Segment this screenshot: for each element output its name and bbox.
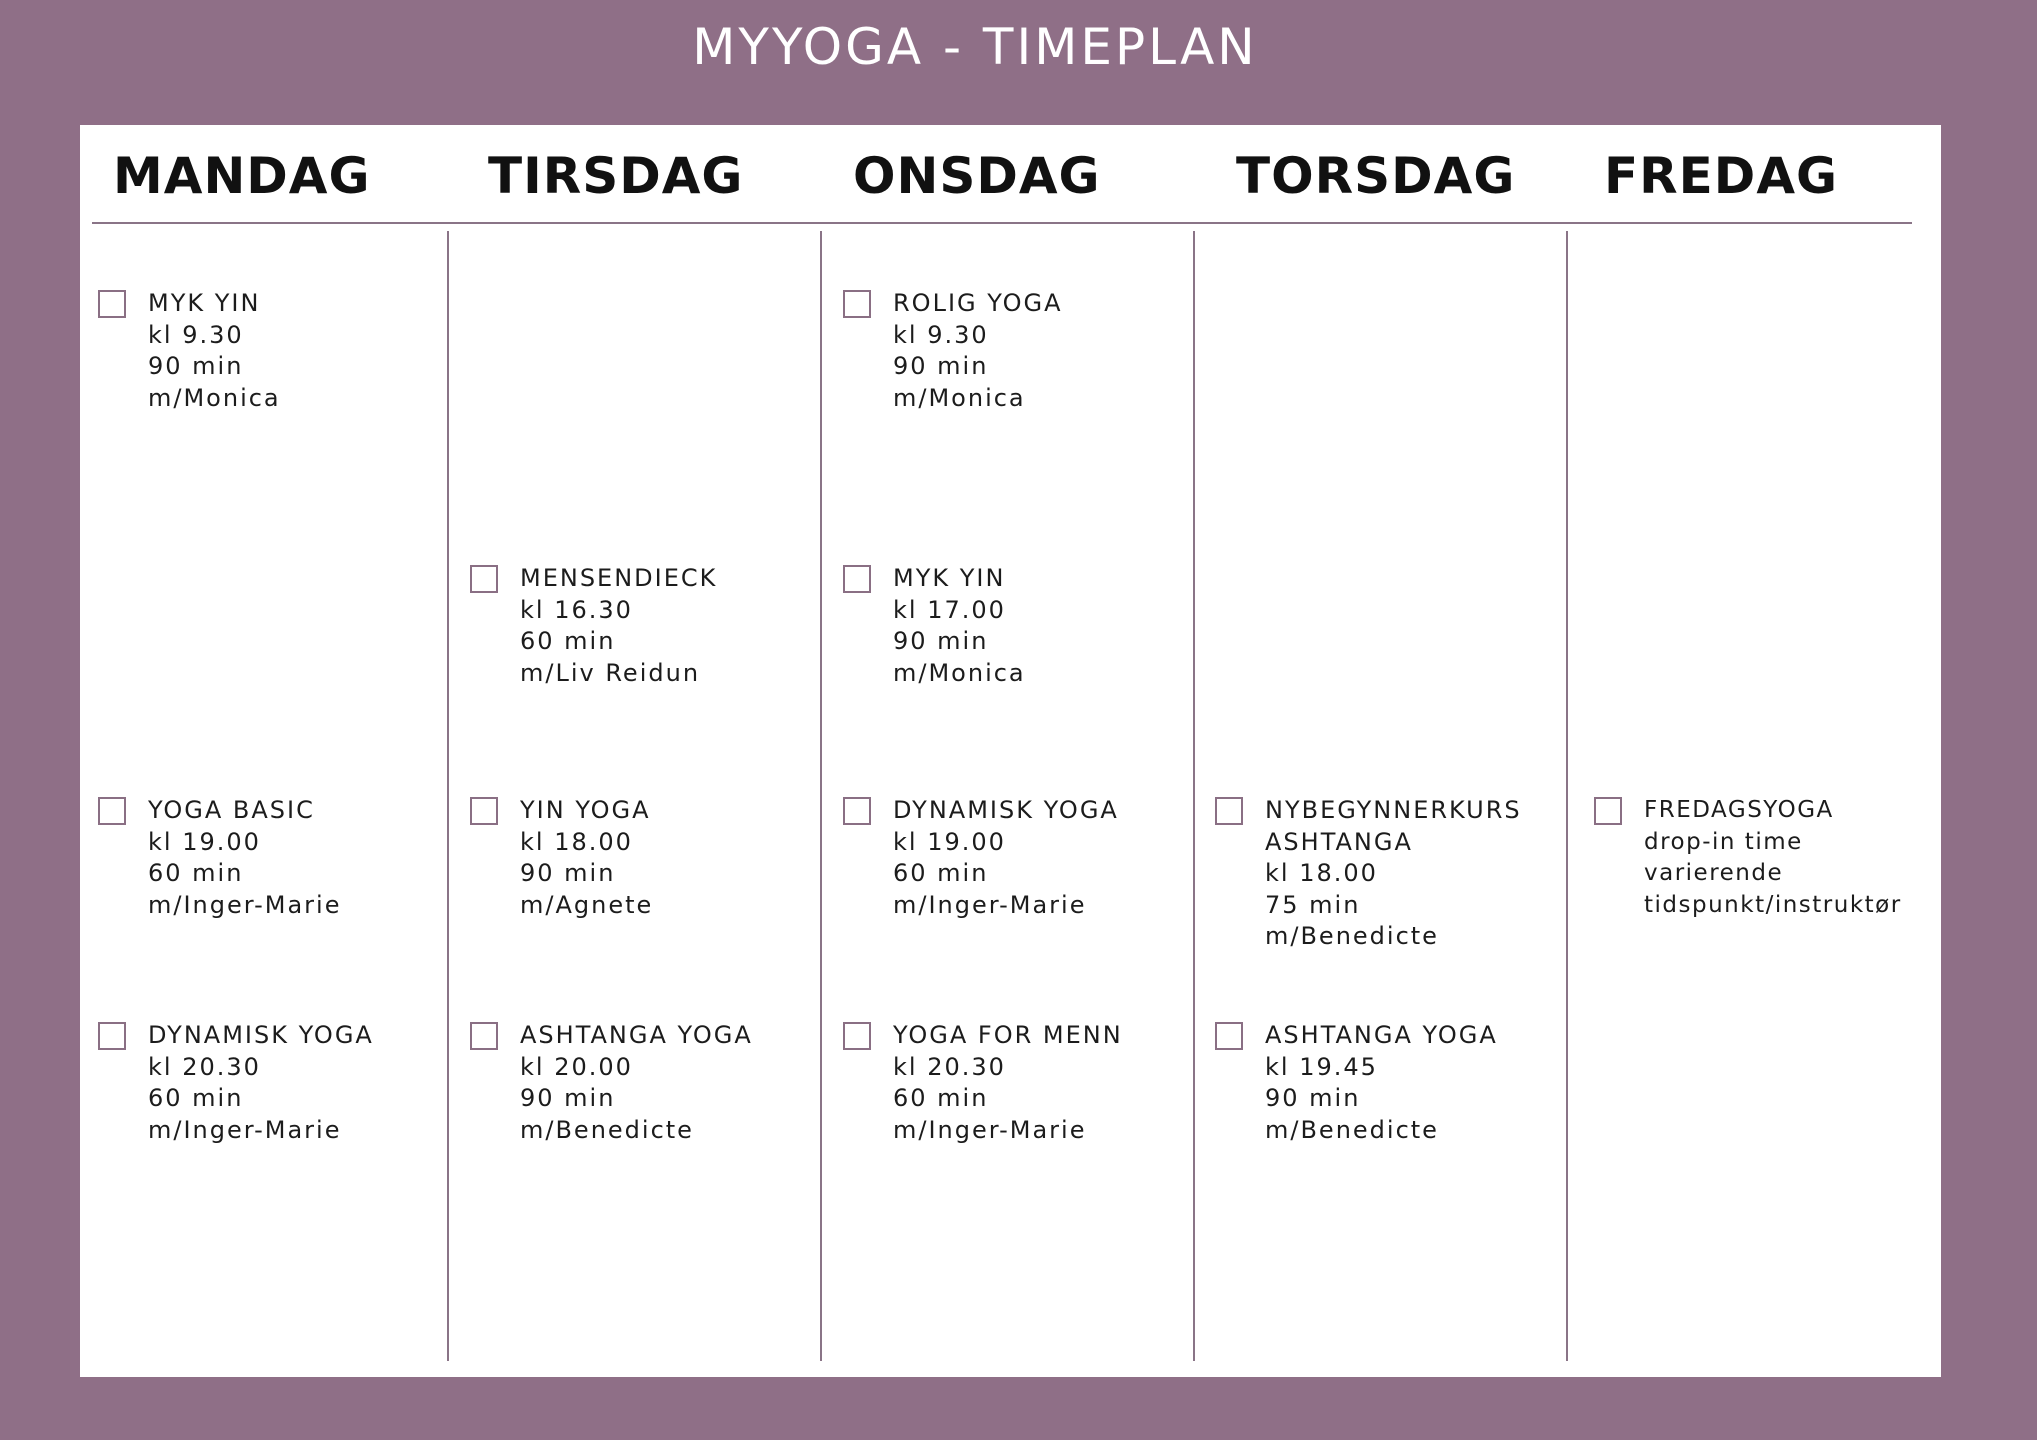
session-checkbox[interactable]	[843, 565, 871, 593]
session-instructor: m/Agnete	[520, 890, 654, 919]
header-divider	[92, 222, 1912, 224]
session-instructor: m/Monica	[893, 658, 1026, 687]
day-heading-torsdag: TORSDAG	[1236, 147, 1516, 205]
session-time: kl 19.00	[148, 827, 261, 856]
session-checkbox[interactable]	[1594, 797, 1622, 825]
session-details	[1644, 795, 1902, 921]
session-details	[893, 288, 1063, 414]
session-instructor: m/Inger-Marie	[893, 890, 1087, 919]
session-note: tidspunkt/instruktør	[1644, 891, 1902, 918]
column-divider	[820, 231, 822, 1361]
session-checkbox[interactable]	[98, 797, 126, 825]
session-checkbox[interactable]	[1215, 1022, 1243, 1050]
session-duration: 90 min	[148, 352, 244, 380]
session-details	[148, 288, 281, 414]
session-duration: 60 min	[520, 627, 616, 655]
session-time: kl 17.00	[893, 595, 1006, 624]
session-title: DYNAMISK YOGA	[148, 1021, 374, 1049]
session-checkbox[interactable]	[98, 290, 126, 318]
session-instructor: m/Monica	[893, 383, 1026, 412]
session-details	[893, 1020, 1123, 1146]
column-divider	[1566, 231, 1568, 1361]
session-time: kl 18.00	[520, 827, 633, 856]
session-checkbox[interactable]	[98, 1022, 126, 1050]
day-heading-tirsdag: TIRSDAG	[488, 147, 744, 205]
session-checkbox[interactable]	[470, 565, 498, 593]
session-time: kl 18.00	[1265, 859, 1378, 887]
session-checkbox[interactable]	[843, 1022, 871, 1050]
session-duration: 90 min	[1265, 1084, 1361, 1112]
session-details	[520, 563, 717, 689]
session-duration: 60 min	[148, 1084, 244, 1112]
session-type: drop-in time	[1644, 828, 1803, 855]
session-title: DYNAMISK YOGA	[893, 796, 1119, 824]
session-title: MYK YIN	[148, 289, 261, 317]
session-title: YOGA BASIC	[148, 796, 315, 824]
session-title: ROLIG YOGA	[893, 289, 1063, 317]
session-details	[1265, 1020, 1498, 1146]
session-duration: 75 min	[1265, 890, 1361, 919]
column-divider	[1193, 231, 1195, 1361]
session-note: varierende	[1644, 860, 1784, 886]
session-subtitle: ASHTANGA	[1265, 827, 1413, 856]
session-time: kl 20.00	[520, 1052, 633, 1081]
session-title: ASHTANGA YOGA	[1265, 1021, 1498, 1049]
session-duration: 90 min	[893, 627, 989, 655]
session-time: kl 19.00	[893, 827, 1006, 856]
session-details	[520, 1020, 753, 1146]
column-divider	[447, 231, 449, 1361]
session-duration: 90 min	[520, 859, 616, 887]
session-time: kl 19.45	[1265, 1052, 1378, 1081]
session-duration: 60 min	[893, 859, 989, 887]
session-time: kl 9.30	[893, 320, 989, 349]
session-instructor: m/Monica	[148, 383, 281, 412]
session-details	[148, 795, 341, 921]
session-title: NYBEGYNNERKURS	[1265, 796, 1522, 824]
session-title: FREDAGSYOGA	[1644, 797, 1834, 823]
session-checkbox[interactable]	[843, 290, 871, 318]
day-heading-fredag: FREDAG	[1604, 147, 1839, 205]
session-instructor: m/Benedicte	[1265, 1115, 1439, 1144]
session-duration: 60 min	[893, 1084, 989, 1112]
session-title: YIN YOGA	[520, 796, 651, 824]
session-instructor: m/Inger-Marie	[148, 890, 342, 919]
session-time: kl 20.30	[893, 1052, 1006, 1081]
session-details	[893, 563, 1026, 689]
schedule-sheet	[80, 125, 1941, 1377]
session-checkbox[interactable]	[470, 797, 498, 825]
day-heading-onsdag: ONSDAG	[853, 147, 1101, 205]
session-instructor: m/Inger-Marie	[893, 1115, 1087, 1144]
session-instructor: m/Inger-Marie	[148, 1115, 342, 1144]
session-checkbox[interactable]	[470, 1022, 498, 1050]
session-details	[1265, 795, 1522, 953]
session-instructor: m/Liv Reidun	[520, 658, 701, 687]
session-details	[893, 795, 1119, 921]
day-heading-mandag: MANDAG	[113, 147, 371, 205]
session-checkbox[interactable]	[1215, 797, 1243, 825]
session-title: YOGA FOR MENN	[893, 1021, 1123, 1049]
session-duration: 90 min	[893, 352, 989, 380]
session-instructor: m/Benedicte	[1265, 922, 1439, 950]
session-time: kl 16.30	[520, 595, 633, 624]
session-time: kl 20.30	[148, 1052, 261, 1081]
page-title: MYYOGA - TIMEPLAN	[692, 18, 1258, 76]
session-duration: 60 min	[148, 859, 244, 887]
session-time: kl 9.30	[148, 320, 244, 349]
session-title: MENSENDIECK	[520, 564, 718, 592]
session-instructor: m/Benedicte	[520, 1115, 694, 1144]
session-title: ASHTANGA YOGA	[520, 1021, 753, 1049]
session-duration: 90 min	[520, 1084, 616, 1112]
session-title: MYK YIN	[893, 564, 1006, 592]
session-details	[148, 1020, 374, 1146]
session-checkbox[interactable]	[843, 797, 871, 825]
session-details	[520, 795, 653, 921]
